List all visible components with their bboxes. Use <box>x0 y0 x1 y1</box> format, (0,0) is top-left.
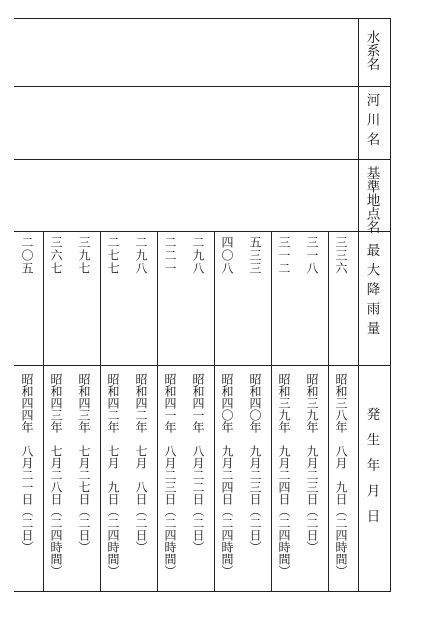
row-divider-rainfall <box>14 231 390 232</box>
header-river-name: 河川名 <box>363 93 380 152</box>
rainfall-value: 四〇八 <box>220 236 234 275</box>
occurrence-date: 昭和四四年 八月二一日（二日） <box>20 373 34 553</box>
rainfall-value: 三一八 <box>305 236 319 275</box>
header-occurrence-date: 発生年月日 <box>363 407 380 535</box>
column-divider <box>328 231 329 592</box>
column-divider <box>100 231 101 592</box>
occurrence-date: 昭和四〇年 九月二三日（二日） <box>248 373 262 553</box>
occurrence-date: 昭和三九年 九月二四日（二四時間） <box>277 373 291 577</box>
rainfall-value: 二九八 <box>191 236 205 275</box>
rainfall-value: 三一二 <box>277 236 291 275</box>
header-max-rainfall: 最大降雨量 <box>363 243 380 341</box>
rainfall-value: 三三六 <box>334 236 348 275</box>
column-divider <box>271 231 272 592</box>
rainfall-value: 二〇五 <box>20 236 34 275</box>
occurrence-date: 昭和三九年 九月二三日（二日） <box>305 373 319 553</box>
occurrence-date: 昭和四一年 八月二三日（二四時間） <box>163 373 177 577</box>
occurrence-date: 昭和四一年 八月二二日（二日） <box>191 373 205 553</box>
table-top-rule <box>14 18 390 19</box>
rainfall-value: 三六七 <box>49 236 63 275</box>
occurrence-date: 昭和四三年 七月二七日（二日） <box>77 373 91 553</box>
row-divider-date <box>14 365 390 366</box>
rainfall-value: 二九八 <box>134 236 148 275</box>
table-bottom-rule <box>14 591 390 592</box>
occurrence-date: 昭和四二年 七月 九日（二四時間） <box>106 373 120 577</box>
occurrence-date: 昭和四三年 七月二八日（二四時間） <box>49 373 63 577</box>
header-column-divider <box>358 18 359 592</box>
rainfall-value: 五三三 <box>248 236 262 275</box>
rainfall-value: 二二一 <box>163 236 177 275</box>
occurrence-date: 昭和四二年 七月 八日（二日） <box>134 373 148 553</box>
header-base-point: 基準地点名 <box>363 166 380 234</box>
column-divider <box>157 231 158 592</box>
row-divider-base-point <box>14 159 390 160</box>
occurrence-date: 昭和三八年 八月 九日（二四時間） <box>334 373 348 577</box>
table-right-border <box>390 18 391 592</box>
column-divider <box>43 231 44 592</box>
rainfall-value: 三九七 <box>77 236 91 275</box>
row-divider-river <box>14 86 390 87</box>
rainfall-value: 二七七 <box>106 236 120 275</box>
occurrence-date: 昭和四〇年 九月二四日（二四時間） <box>220 373 234 577</box>
column-divider <box>214 231 215 592</box>
header-water-system: 水系名 <box>363 30 380 71</box>
